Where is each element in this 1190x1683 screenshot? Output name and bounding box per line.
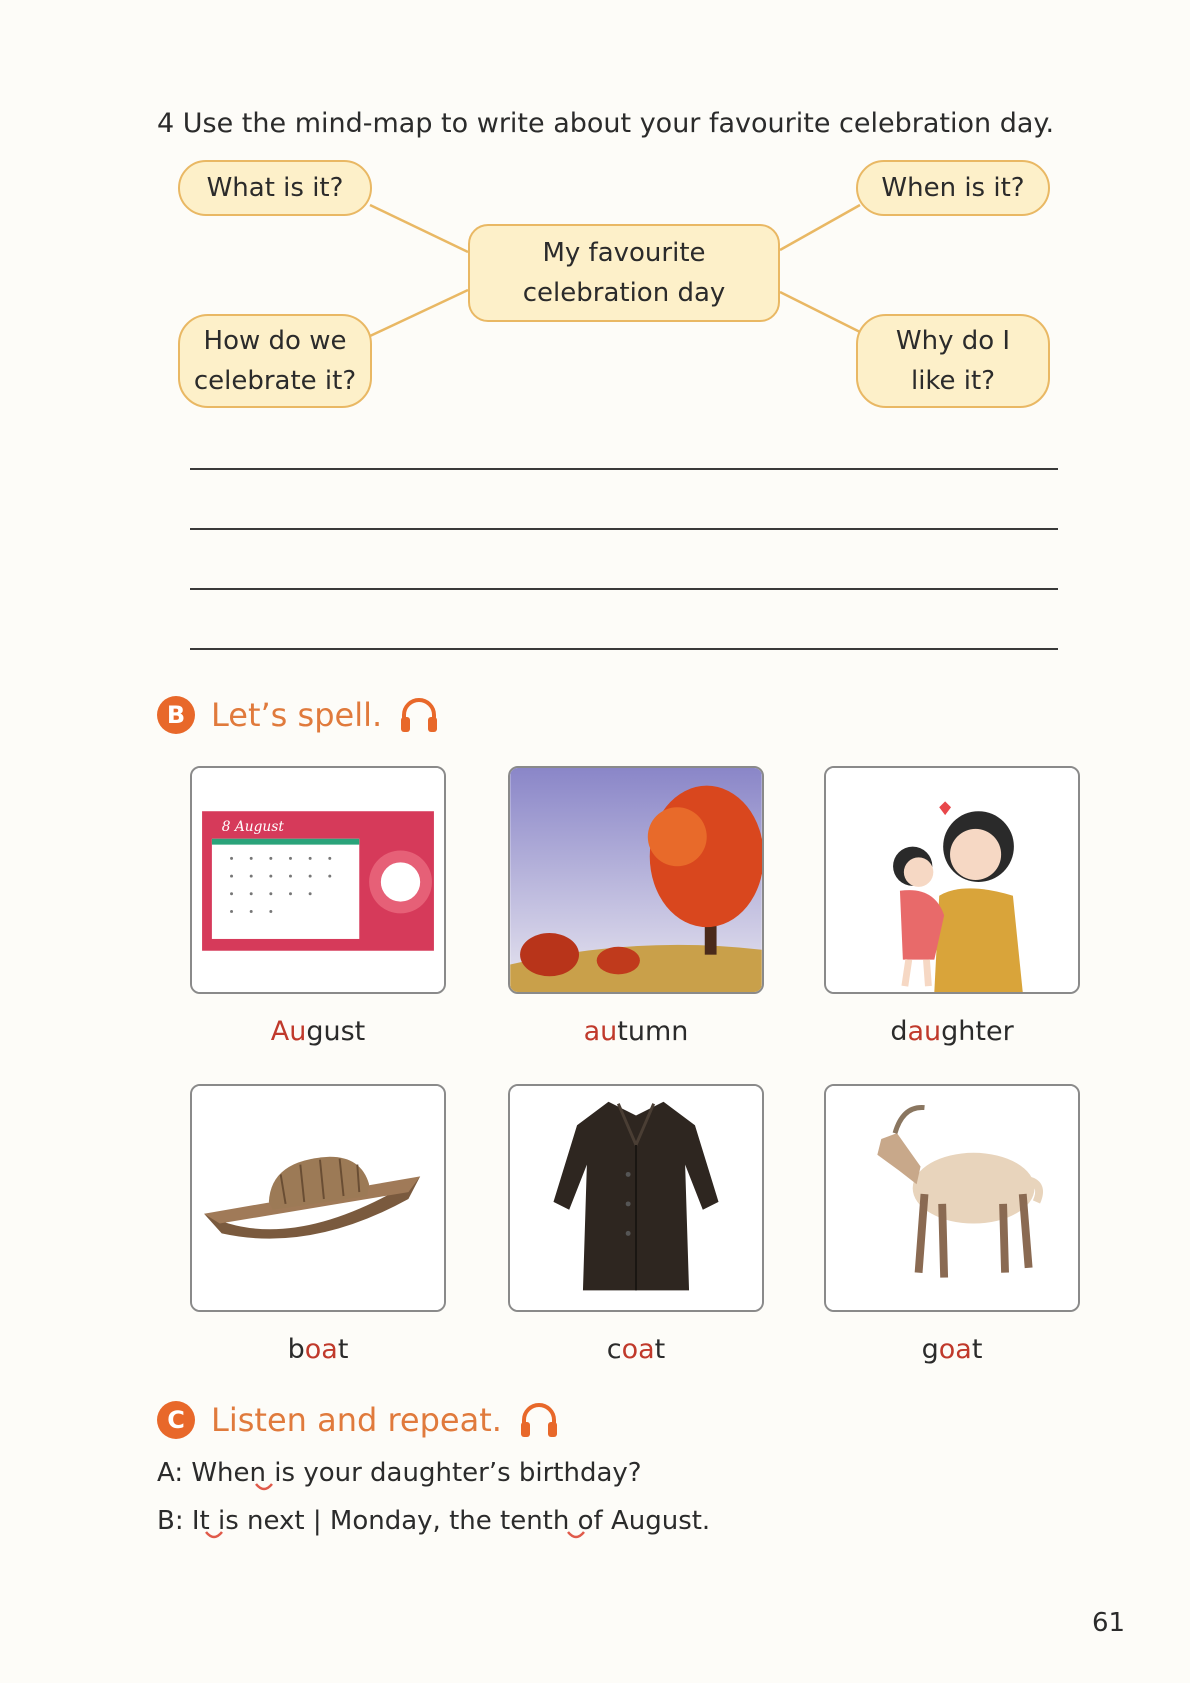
headphones-icon[interactable] bbox=[398, 695, 440, 735]
picture-card-august bbox=[190, 766, 446, 994]
coat-picture bbox=[510, 1086, 762, 1310]
writing-line[interactable] bbox=[190, 588, 1058, 590]
section-c-title: Listen and repeat. bbox=[211, 1401, 502, 1439]
mindmap-node-what: What is it? bbox=[178, 160, 372, 216]
task-number: 4 bbox=[157, 108, 175, 139]
word-daughter: daughter bbox=[890, 1016, 1014, 1047]
section-c-header bbox=[157, 1400, 560, 1440]
word-goat: goat bbox=[921, 1334, 983, 1365]
picture-card-goat bbox=[824, 1084, 1080, 1312]
section-b-badge: B bbox=[157, 696, 195, 734]
mindmap-node-when: When is it? bbox=[856, 160, 1050, 216]
writing-line[interactable] bbox=[190, 528, 1058, 530]
picture-card-autumn bbox=[508, 766, 764, 994]
mindmap-node-how: How do we celebrate it? bbox=[178, 314, 372, 408]
mother-daughter-picture bbox=[826, 768, 1078, 992]
picture-card-daughter bbox=[824, 766, 1080, 994]
word-coat: coat bbox=[606, 1334, 666, 1365]
picture-card-coat bbox=[508, 1084, 764, 1312]
boat-picture bbox=[192, 1086, 444, 1310]
dialog-line-b: B: It is next | Monday, the tenth of August. bbox=[157, 1506, 711, 1536]
autumn-tree-picture bbox=[510, 768, 762, 992]
calendar-label: 8 August bbox=[221, 818, 284, 835]
dialog-line-a: A: When is your daughter’s birthday? bbox=[157, 1458, 642, 1488]
word-autumn: autumn bbox=[583, 1016, 689, 1047]
page-number: 61 bbox=[1092, 1608, 1126, 1638]
word-boat: boat bbox=[287, 1334, 349, 1365]
mindmap-node-why: Why do I like it? bbox=[856, 314, 1050, 408]
word-august: August bbox=[270, 1016, 366, 1047]
headphones-icon[interactable] bbox=[518, 1400, 560, 1440]
picture-card-boat bbox=[190, 1084, 446, 1312]
linking-marks bbox=[0, 1480, 1190, 1570]
calendar-picture bbox=[192, 768, 444, 992]
writing-line[interactable] bbox=[190, 468, 1058, 470]
goat-picture bbox=[826, 1086, 1078, 1310]
section-b-title: Let’s spell. bbox=[211, 696, 383, 734]
mindmap-node-center: My favourite celebration day bbox=[468, 224, 780, 322]
writing-line[interactable] bbox=[190, 648, 1058, 650]
section-c-badge: C bbox=[157, 1401, 195, 1439]
task-text: Use the mind-map to write about your favourite celebration day. bbox=[182, 108, 1055, 139]
section-b-header bbox=[157, 695, 440, 735]
